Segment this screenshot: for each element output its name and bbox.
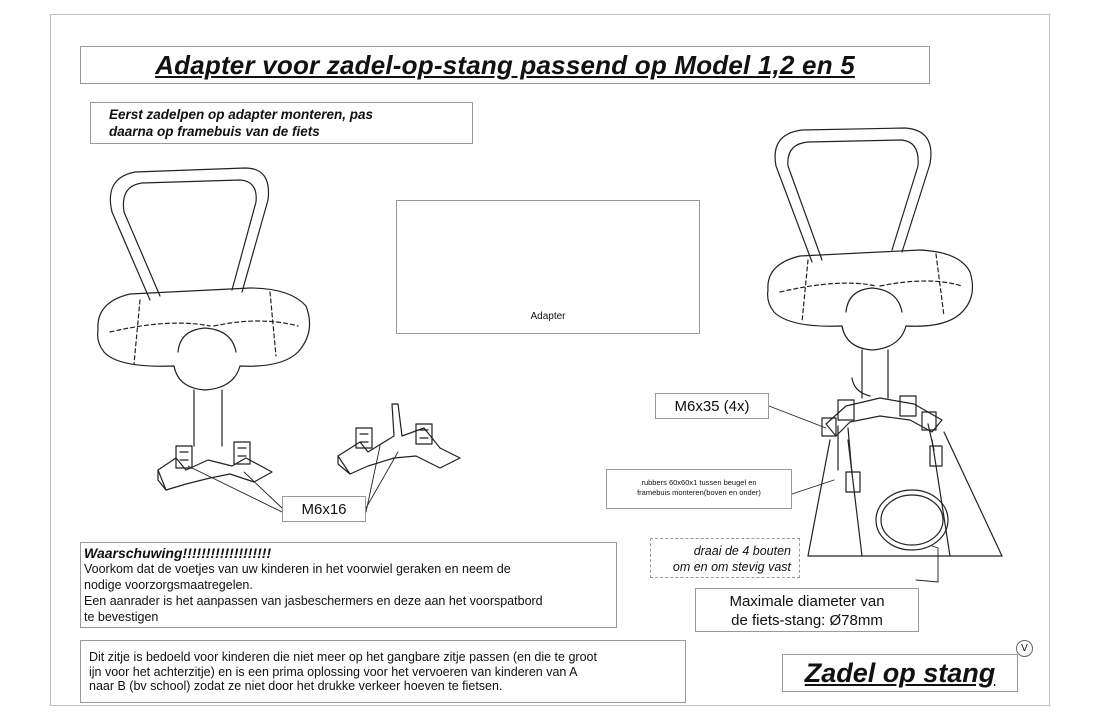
right-seat-assembly [768,128,1002,556]
info-line: naar B (bv school) zodat ze niet door het drukke verkeer hoeven te fietsen. [89,679,503,693]
tighten-line: om en om stevig vast [672,560,791,574]
right-seat-post [862,350,888,398]
warning-box [80,542,617,628]
left-seat-assembly [98,168,310,490]
max-diameter-line: Maximale diameter van [729,593,885,610]
warning-line: Voorkom dat de voetjes van uw kinderen in het voorwiel geraken en neem de [84,562,511,576]
warning-line: te bevestigen [84,610,159,624]
info-line: Dit zitje is bedoeld voor kinderen die niet meer op het gangbare zitje passen (en die te groot [89,650,597,664]
left-seat-handle [110,168,268,300]
warning-line: Een aanrader is het aanpassen van jasbeschermers en deze aan het voorspatbord [84,594,543,608]
left-seat-post [194,390,222,446]
brand-name: Zadel op stang [804,657,996,688]
middle-bracket [338,404,460,474]
info-line: ijn voor het achterzitje) en is een prima oplossing voor het vervoeren van kinderen van A [89,664,578,679]
warning-heading: Waarschuwing!!!!!!!!!!!!!!!!!!! [84,545,272,561]
bike-frame-tube [876,490,948,550]
rubbers-line: rubbers 60x60x1 tussen beugel en [641,478,757,487]
left-seat-cushion [98,288,310,390]
bolt-label-m6x35: M6x35 (4x) [655,393,769,419]
max-diameter-line: de fiets-stang: Ø78mm [731,612,883,629]
rubbers-note [606,469,792,509]
info-box [80,640,686,703]
version-mark: V [1016,640,1033,657]
instruction-line: Eerst zadelpen op adapter monteren, pas [109,107,374,122]
adapter-label: Adapter [530,311,566,322]
warning-line: nodige voorzorgsmaatregelen. [84,578,253,592]
page-title: Adapter voor zadel-op-stang passend op Model 1,2 en 5 [155,49,855,80]
adapter-detail-box [396,200,700,334]
left-adapter-plate [158,458,272,490]
rubbers-line: framebuis monteren(boven en onder) [637,488,761,497]
bolt-label-m6x16: M6x16 [282,496,366,522]
brand-box [782,654,1018,692]
instruction-note [90,102,473,144]
max-diameter-note [695,588,919,632]
title-box [80,46,930,84]
tighten-line: draai de 4 bouten [693,544,791,558]
tighten-note [650,538,800,578]
instruction-line: daarna op framebuis van de fiets [109,124,320,139]
